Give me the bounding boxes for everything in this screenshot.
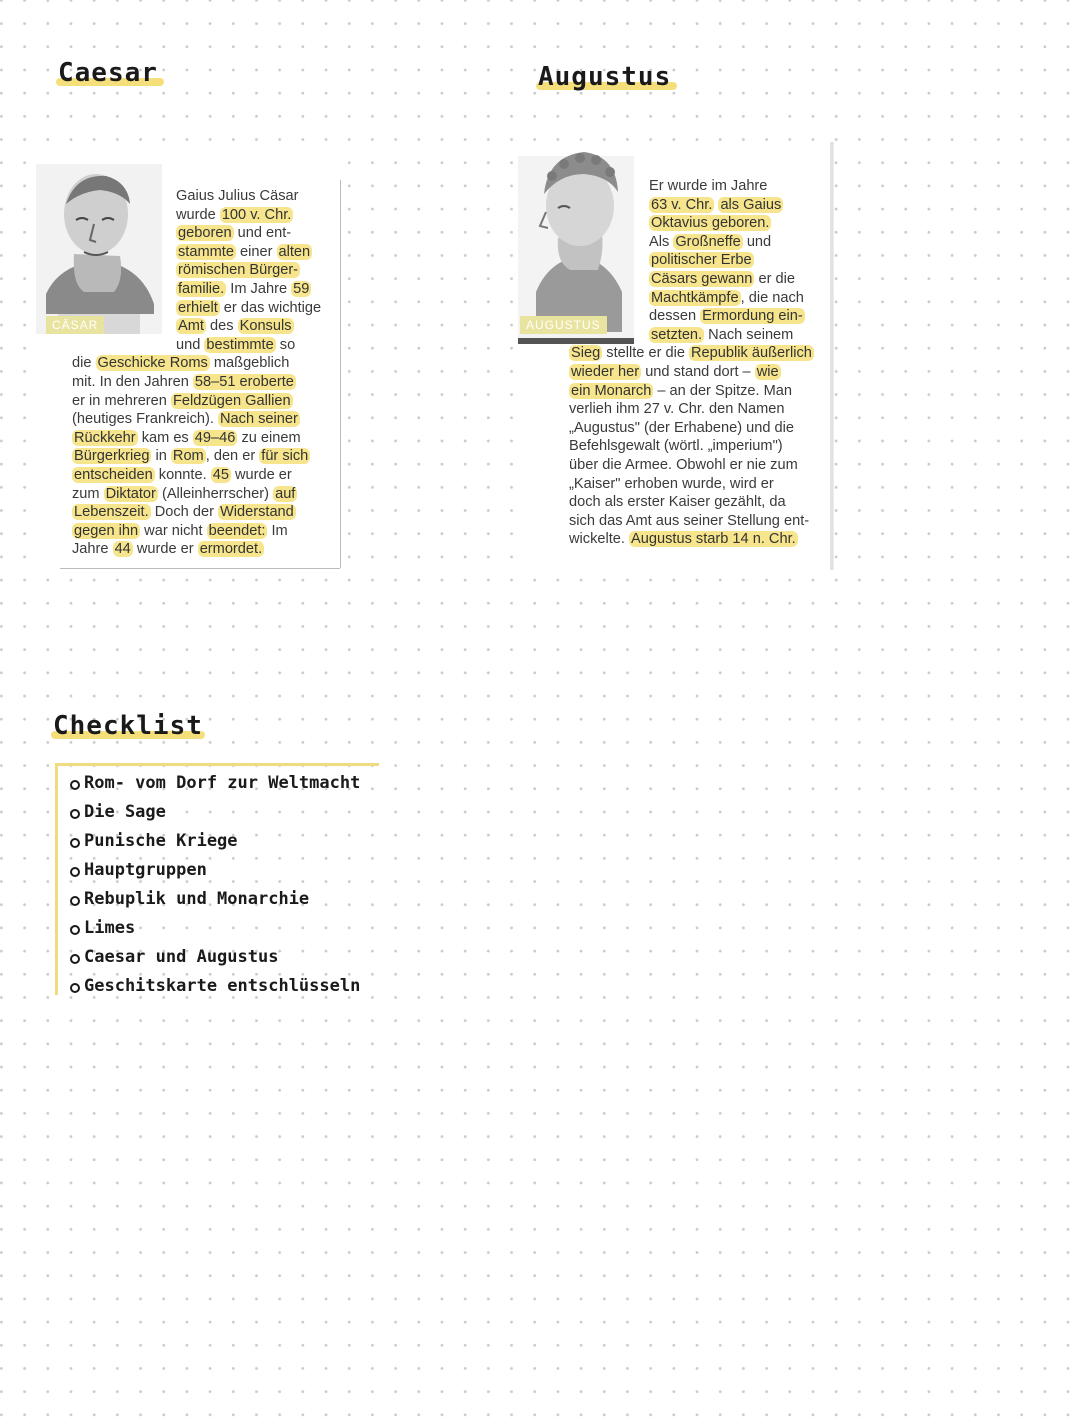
highlighted-text: alten <box>278 243 311 260</box>
text-segment: einer <box>235 243 277 260</box>
highlighted-text: 58–51 eroberte <box>194 373 294 390</box>
highlighted-text: Cäsars gewann <box>651 270 753 287</box>
highlighted-text: gegen ihn <box>74 522 139 539</box>
list-item: Hauptgruppen <box>70 860 360 889</box>
text-line <box>0 307 830 326</box>
text-line <box>0 493 830 512</box>
text-line <box>0 177 830 196</box>
text-segment: Im Jahre <box>226 280 292 297</box>
highlighted-text: Amt <box>178 318 204 335</box>
list-item: Limes <box>70 918 360 947</box>
list-item: Die Sage <box>70 802 360 831</box>
text-line <box>0 214 830 233</box>
highlighted-text: als Gaius <box>720 196 782 213</box>
text-segment: (heutiges Frankreich). <box>72 411 218 428</box>
text-segment: wurde er <box>132 541 198 558</box>
highlighted-text: erhielt <box>178 299 218 316</box>
list-item: Rom- vom Dorf zur Weltmacht <box>70 773 360 802</box>
text-line <box>0 196 830 215</box>
text-segment: Befehlsgewalt (wörtl. „imperium") <box>569 438 783 455</box>
highlighted-text: Widerstand <box>219 504 294 521</box>
text-segment: dessen <box>649 308 701 325</box>
card-edge-shadow <box>830 142 833 570</box>
augustus-portrait-label: AUGUSTUS <box>520 316 607 334</box>
text-line <box>0 344 830 363</box>
text-line <box>0 233 830 252</box>
text-line <box>0 326 830 345</box>
augustus-heading: Augustus <box>538 62 671 92</box>
text-segment: wickelte. <box>569 531 630 548</box>
text-segment: und stand dort – <box>641 363 755 380</box>
text-line <box>0 456 830 475</box>
text-segment: (Alleinherrscher) <box>157 485 274 502</box>
text-segment: des <box>205 318 238 335</box>
highlighted-text: Sieg <box>571 345 601 362</box>
text-segment: er die <box>754 270 795 287</box>
text-segment: doch als erster Kaiser gezählt, da <box>569 494 786 511</box>
text-segment: Gaius Julius Cäsar <box>176 188 299 204</box>
highlighted-text: stammte <box>178 243 234 260</box>
text-segment: Als <box>649 233 674 250</box>
highlighted-text: geboren <box>178 225 232 242</box>
text-segment: und ent- <box>233 225 292 242</box>
text-segment: sich das Amt aus seiner Stellung ent- <box>569 512 810 529</box>
text-segment: „Kaiser" erhoben wurde, wird er <box>569 475 774 492</box>
text-line <box>0 437 830 456</box>
highlighted-text: wieder her <box>571 363 640 380</box>
highlighted-text: 49–46 <box>194 429 236 446</box>
highlighted-text: politischer Erbe <box>651 252 752 269</box>
highlighted-text: familie. <box>178 280 225 297</box>
highlighted-text: Ermordung ein- <box>702 308 803 325</box>
list-item: Caesar und Augustus <box>70 947 360 976</box>
highlighted-text: entscheiden <box>74 466 153 483</box>
text-segment: zu einem <box>237 429 301 446</box>
highlighted-text: 59 <box>293 280 310 297</box>
highlighted-text: 100 v. Chr. <box>221 206 292 223</box>
highlighted-text: wie <box>756 363 779 380</box>
text-segment: war nicht <box>140 522 207 539</box>
checklist-top-bar <box>55 763 379 766</box>
text-segment: konnte. <box>154 466 211 483</box>
highlighted-text: Lebenszeit. <box>74 504 149 521</box>
highlighted-text: bestimmte <box>206 336 274 353</box>
text-line <box>0 382 830 401</box>
text-segment: stellte er die <box>602 345 690 362</box>
highlighted-text: Oktavius geboren. <box>651 215 770 232</box>
text-segment: wurde <box>176 206 220 223</box>
text-segment: maßgeblich <box>209 355 290 372</box>
text-segment: über die Armee. Obwohl er nie zum <box>569 456 798 473</box>
caesar-portrait-label: CÄSAR <box>46 316 104 334</box>
text-segment: er in mehreren <box>72 392 171 409</box>
highlighted-text: Diktator <box>105 485 156 502</box>
highlighted-text: 63 v. Chr. <box>651 196 713 213</box>
highlighted-text: Bürgerkrieg <box>74 448 150 465</box>
text-line <box>0 512 830 531</box>
augustus-text <box>0 177 830 549</box>
highlighted-text: Republik äußerlich <box>691 345 812 362</box>
text-segment: Im <box>267 522 288 539</box>
text-segment: , den er <box>205 448 260 465</box>
text-segment: verlieh ihm 27 v. Chr. den Namen <box>569 401 785 418</box>
text-line <box>0 400 830 419</box>
text-line <box>0 530 830 549</box>
text-segment: , die nach <box>740 289 804 306</box>
text-segment: kam es <box>137 429 193 446</box>
text-line <box>0 419 830 438</box>
text-line <box>0 475 830 494</box>
highlighted-text: Feldzügen Gallien <box>172 392 291 409</box>
text-line <box>0 289 830 308</box>
highlighted-text: Rom <box>172 448 204 465</box>
highlighted-text: 44 <box>114 541 131 558</box>
highlighted-text: Machtkämpfe <box>651 289 739 306</box>
list-item: Rebuplik und Monarchie <box>70 889 360 918</box>
text-line <box>0 251 830 270</box>
highlighted-text: Augustus starb 14 n. Chr. <box>631 531 796 548</box>
checklist-left-bar <box>55 763 58 995</box>
highlighted-text: beendet: <box>208 522 266 539</box>
highlighted-text: Rückkehr <box>74 429 136 446</box>
text-segment: mit. In den Jahren <box>72 373 193 390</box>
text-segment: Jahre <box>72 541 113 558</box>
text-segment: zum <box>72 485 104 502</box>
caesar-heading: Caesar <box>58 58 158 88</box>
highlighted-text: Konsuls <box>239 318 292 335</box>
highlighted-text: Nach seiner <box>220 411 298 428</box>
highlighted-text: auf <box>275 485 296 502</box>
highlighted-text: ermordet. <box>199 541 263 558</box>
text-line <box>0 363 830 382</box>
divider-line <box>60 568 340 569</box>
highlighted-text: Geschicke Roms <box>97 355 208 372</box>
text-segment: die <box>72 355 96 372</box>
highlighted-text: ein Monarch <box>571 382 652 399</box>
highlighted-text: Großneffe <box>675 233 741 250</box>
checklist-heading: Checklist <box>53 711 203 741</box>
list-item: Geschitskarte entschlüsseln <box>70 976 360 1005</box>
text-segment: und <box>742 233 772 250</box>
text-segment: Doch der <box>150 504 218 521</box>
text-segment: wurde er <box>230 466 292 483</box>
text-line <box>0 270 830 289</box>
highlighted-text: für sich <box>261 448 309 465</box>
text-segment: „Augustus" (der Erhabene) und die <box>569 419 795 436</box>
text-segment: und <box>176 336 205 353</box>
checklist-box <box>55 763 379 995</box>
text-segment: Nach seinem <box>704 326 794 343</box>
text-segment: – an der Spitze. Man <box>653 382 793 399</box>
text-segment: Er wurde im Jahre <box>649 178 768 194</box>
text-segment: in <box>151 448 171 465</box>
highlighted-text: 45 <box>212 466 229 483</box>
checklist-items <box>70 773 360 1005</box>
list-item: Punische Kriege <box>70 831 360 860</box>
highlighted-text: setzten. <box>651 326 703 343</box>
highlighted-text: römischen Bürger- <box>178 262 299 279</box>
text-segment: er das wichtige <box>219 299 322 316</box>
text-segment: so <box>275 336 296 353</box>
